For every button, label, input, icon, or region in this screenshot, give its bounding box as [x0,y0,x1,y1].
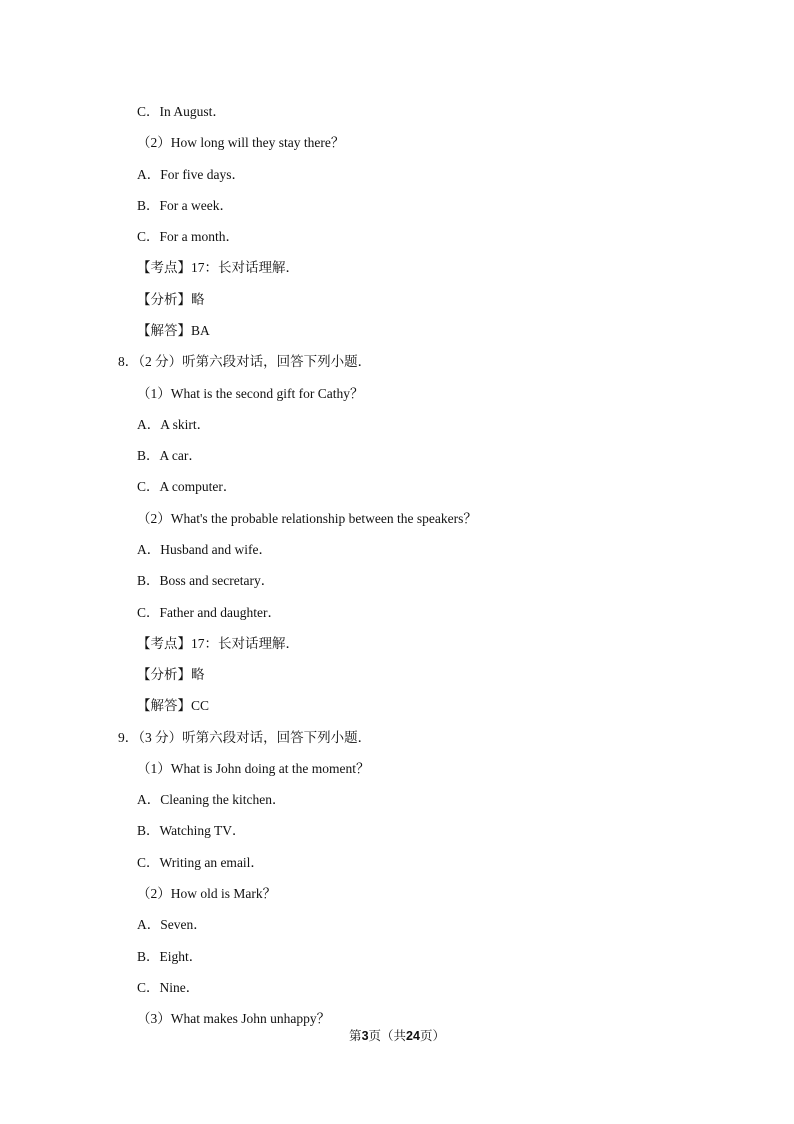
answer-note: 【考点】17：长对话理解． [137,260,299,276]
answer-option: A．Husband and wife． [137,541,272,557]
footer-page-number: 3 [361,1029,369,1043]
answer-option: C．A computer． [137,479,237,495]
footer-prefix: 第 [349,1029,362,1043]
answer-option: C．Father and daughter． [137,604,281,620]
answer-note: 【解答】CC [137,698,210,714]
answer-option: C．Writing an email． [137,854,264,870]
sub-question: （1）What is the second gift for Cathy？ [137,385,364,401]
answer-option: A．For five days． [137,166,245,182]
answer-option: B．Watching TV． [137,823,246,839]
answer-option: C．Nine． [137,979,200,995]
footer-middle: 页（共 [368,1029,407,1043]
question-heading: 9．（3 分）听第六段对话，回答下列小题． [118,729,372,745]
sub-question: （2）How old is Mark？ [137,886,277,901]
answer-note: 【考点】17：长对话理解． [137,635,299,651]
answer-option: B．For a week． [137,197,233,213]
answer-option: A．Seven． [137,917,207,933]
footer-suffix: 页） [419,1029,445,1043]
answer-option: A．A skirt． [137,416,211,432]
footer-total-pages: 24 [406,1029,420,1043]
answer-option: A．Cleaning the kitchen． [137,792,286,808]
answer-option: B．A car． [137,448,202,464]
answer-option: B．Boss and secretary． [137,573,275,589]
sub-question: （2）What's the probable relationship between the speakers？ [137,510,477,526]
answer-option: B．Eight． [137,948,203,964]
page-footer [0,1028,794,1044]
sub-question: （1）What is John doing at the moment？ [137,760,370,776]
answer-note: 【分析】略 [137,291,205,307]
answer-note: 【解答】BA [137,323,210,338]
answer-option: C．For a month． [137,229,240,245]
answer-option: C．In August． [137,104,226,119]
sub-question: （2）How long will they stay there？ [137,135,345,151]
sub-question: （3）What makes John unhappy？ [137,1011,331,1027]
question-heading: 8．（2 分）听第六段对话，回答下列小题． [118,354,372,370]
answer-note: 【分析】略 [137,667,205,682]
